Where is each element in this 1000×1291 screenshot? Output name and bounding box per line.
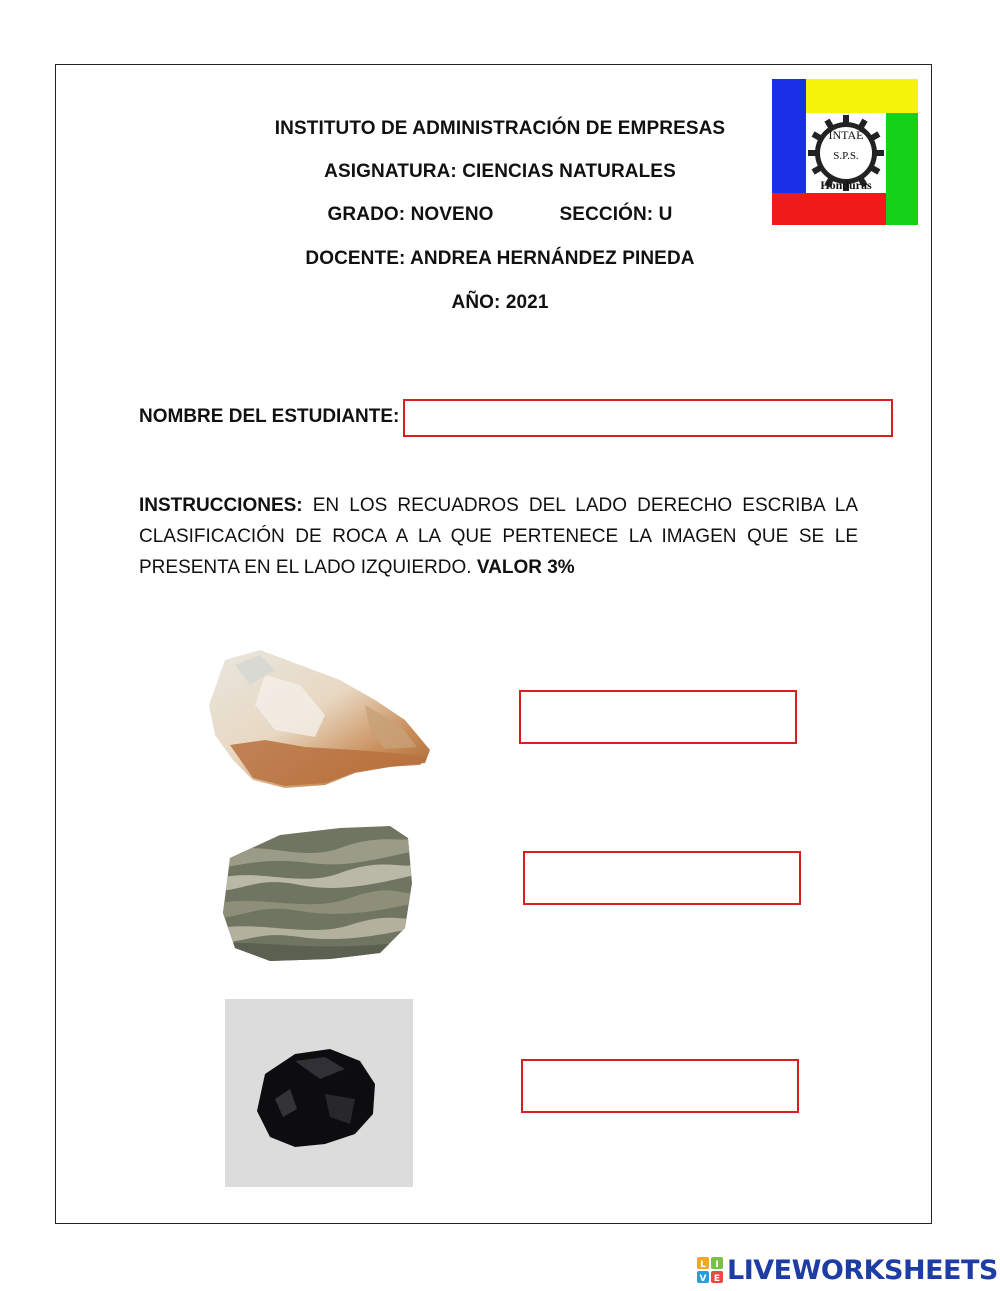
logo-text-sps: S.P.S.	[833, 150, 859, 162]
grade-text: GRADO: NOVENO	[327, 204, 494, 225]
rock-image-1	[205, 645, 435, 790]
mark-letter-v: V	[699, 1274, 707, 1283]
rock-image-2	[220, 823, 415, 963]
answer-input-1[interactable]	[519, 690, 797, 744]
instructions-paragraph	[139, 490, 858, 583]
worksheet-border	[55, 64, 932, 1224]
rock-image-3	[225, 999, 413, 1187]
teacher-line: DOCENTE: ANDREA HERNÁNDEZ PINEDA	[305, 248, 695, 269]
instructions-text: EN LOS RECUADROS DEL LADO DERECHO ESCRIBA LA CLASIFICACIÓN DE ROCA A LA QUE PERTENECE LA IMAGEN QUE SE LE PRESENTA EN EL LADO IZQUIERDO.	[139, 495, 858, 578]
liveworksheets-mark-icon	[697, 1257, 723, 1283]
instructions-value: VALOR 3%	[476, 557, 575, 578]
answer-input-2[interactable]	[523, 851, 801, 905]
mark-letter-e: E	[713, 1274, 721, 1283]
mark-letter-l: L	[700, 1260, 706, 1270]
mark-letter-i: I	[715, 1260, 719, 1270]
instructions-label: INSTRUCCIONES:	[139, 495, 303, 516]
logo-text-intae: INTAE	[828, 128, 864, 142]
school-logo	[772, 79, 918, 225]
institute-title: INSTITUTO DE ADMINISTRACIÓN DE EMPRESAS	[274, 118, 726, 139]
student-name-label: NOMBRE DEL ESTUDIANTE:	[139, 406, 400, 427]
answer-input-3[interactable]	[521, 1059, 799, 1113]
logo-text-honduras: Honduras	[820, 178, 872, 192]
subject-line: ASIGNATURA: CIENCIAS NATURALES	[324, 161, 676, 182]
student-name-input[interactable]	[403, 399, 893, 437]
liveworksheets-brand-text: LIVEWORKSHEETS	[727, 1254, 998, 1286]
year-line: AÑO: 2021	[451, 292, 549, 313]
section-text: SECCIÓN: U	[559, 204, 673, 225]
liveworksheets-logo	[697, 1254, 998, 1286]
